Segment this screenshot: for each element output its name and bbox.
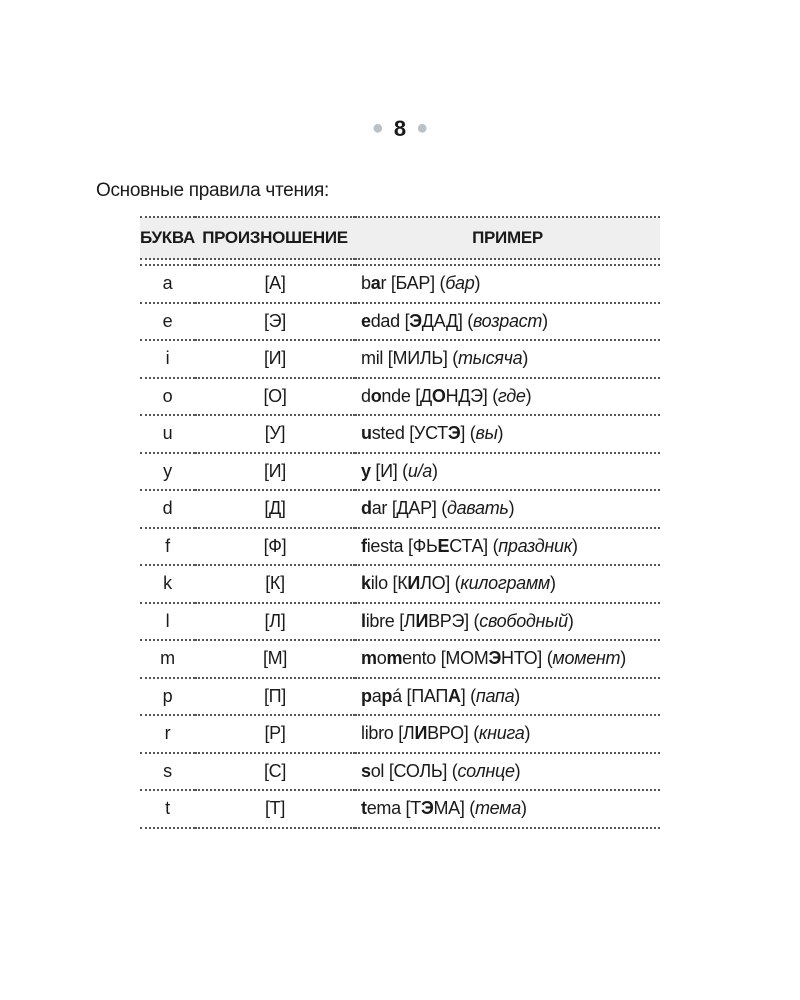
pronunciation-cell: [Ф] — [195, 528, 355, 566]
example-cell: fiesta [ФЬЕСТА] (праздник) — [355, 528, 660, 566]
example-word-part: a — [370, 273, 381, 294]
example-word-part: m — [361, 648, 377, 669]
example-word-part: d — [361, 385, 371, 406]
example-word-part: á — [392, 685, 402, 706]
letter-cell: d — [140, 490, 195, 528]
example-word-part: r — [380, 273, 387, 294]
letter-cell: t — [140, 790, 195, 828]
example-transcription-part: ДАД] — [421, 310, 463, 331]
example-transcription-part: ВРЭ] — [428, 610, 469, 631]
table-row — [140, 303, 660, 341]
letter-cell: f — [140, 528, 195, 566]
example-transcription-part: ] — [460, 685, 466, 706]
table-row — [140, 415, 660, 453]
example-transcription-part: [Л — [398, 723, 415, 744]
example-word-part: t — [361, 798, 367, 819]
example-word-part: ar — [371, 498, 388, 519]
example-transcription-part: НТО] — [501, 648, 543, 669]
table-body — [140, 265, 660, 828]
example-cell: momento [МОМЭНТО] (момент) — [355, 640, 660, 678]
example-word-part: ema — [366, 798, 401, 819]
example-translation: бар — [445, 273, 475, 294]
pronunciation-cell: [С] — [195, 753, 355, 791]
example-transcription-part: СТА] — [449, 535, 488, 556]
example-word-part: sted — [371, 423, 405, 444]
example-transcription-part: И — [414, 723, 428, 744]
example-translation: и/а — [407, 460, 432, 481]
letter-cell: o — [140, 378, 195, 416]
table-row — [140, 603, 660, 641]
letter-cell: m — [140, 640, 195, 678]
example-word-part: b — [361, 273, 371, 294]
pronunciation-cell: [К] — [195, 565, 355, 603]
example-translation: возраст — [472, 310, 543, 331]
table-row — [140, 678, 660, 716]
example-transcription-part: [Т — [405, 798, 421, 819]
table-row — [140, 753, 660, 791]
example-translation: солнце — [457, 760, 515, 781]
example-word-part: mil — [361, 348, 384, 369]
example-translation: свободный — [479, 610, 568, 631]
example-transcription-part: ] — [460, 423, 466, 444]
reading-rules-table — [140, 216, 660, 829]
example-transcription-part: НДЭ] — [445, 385, 488, 406]
example-transcription-part: [МИЛЬ] — [387, 348, 448, 369]
letter-cell: y — [140, 453, 195, 491]
example-translation: книга — [478, 723, 525, 744]
example-transcription-part: МА] — [433, 798, 465, 819]
table-row — [140, 378, 660, 416]
pronunciation-cell: [Д] — [195, 490, 355, 528]
pronunciation-cell: [Э] — [195, 303, 355, 341]
pronunciation-cell: [А] — [195, 265, 355, 303]
page-number-value: 8 — [393, 116, 407, 141]
table-row — [140, 340, 660, 378]
example-word-part: p — [381, 685, 393, 706]
letter-cell: k — [140, 565, 195, 603]
example-translation: тема — [474, 798, 521, 819]
example-transcription-part: [ПАП — [406, 685, 449, 706]
example-word-part: l — [361, 610, 366, 631]
table-header-row — [140, 217, 660, 259]
pronunciation-cell: [Т] — [195, 790, 355, 828]
example-transcription-part: Э — [488, 648, 502, 669]
example-word-part: ilo — [370, 573, 388, 594]
example-cell: tema [ТЭМА] (тема) — [355, 790, 660, 828]
bullet-dot-icon: ● — [416, 117, 429, 139]
pronunciation-cell: [М] — [195, 640, 355, 678]
example-transcription-part: О — [431, 385, 446, 406]
header-letter: БУКВА — [140, 217, 195, 259]
page-number — [0, 116, 800, 142]
example-word-part: y — [361, 460, 371, 481]
example-word-part: dad — [370, 310, 400, 331]
letter-cell: a — [140, 265, 195, 303]
example-transcription-part: [ФЬ — [407, 535, 438, 556]
header-pronunciation: ПРОИЗНОШЕНИЕ — [195, 217, 355, 259]
pronunciation-cell: [П] — [195, 678, 355, 716]
example-cell: dar [ДАР] (давать) — [355, 490, 660, 528]
example-word-part: ol — [370, 760, 385, 781]
example-translation: вы — [475, 423, 498, 444]
example-transcription-part: Э — [420, 798, 434, 819]
letter-cell: i — [140, 340, 195, 378]
header-example: ПРИМЕР — [355, 217, 660, 259]
example-cell: papá [ПАПА] (папа) — [355, 678, 660, 716]
bullet-dot-icon: ● — [371, 117, 384, 139]
example-transcription-part: [УСТ — [409, 423, 448, 444]
example-cell: y [И] (и/а) — [355, 453, 660, 491]
table-row — [140, 528, 660, 566]
example-transcription-part: [И] — [375, 460, 398, 481]
pronunciation-cell: [Л] — [195, 603, 355, 641]
table-row — [140, 790, 660, 828]
example-translation: давать — [446, 498, 509, 519]
example-word-part: f — [361, 535, 367, 556]
letter-cell: p — [140, 678, 195, 716]
example-transcription-part: [Д — [415, 385, 432, 406]
section-intro: Основные правила чтения: — [96, 180, 329, 201]
letter-cell: e — [140, 303, 195, 341]
example-translation: где — [497, 385, 526, 406]
example-transcription-part: И — [407, 573, 421, 594]
example-transcription-part: [Л — [399, 610, 416, 631]
example-cell: libro [ЛИВРО] (книга) — [355, 715, 660, 753]
example-transcription-part: [ — [404, 310, 410, 331]
example-word-part: ento — [402, 648, 436, 669]
example-transcription-part: [СОЛЬ] — [388, 760, 448, 781]
table-row — [140, 490, 660, 528]
example-word-part: p — [361, 685, 372, 706]
example-cell: sol [СОЛЬ] (солнце) — [355, 753, 660, 791]
example-word-part: o — [376, 648, 387, 669]
letter-cell: l — [140, 603, 195, 641]
example-translation: момент — [552, 648, 621, 669]
example-transcription-part: Е — [437, 535, 450, 556]
example-word-part: k — [361, 573, 371, 594]
example-word-part: nde — [381, 385, 411, 406]
letter-cell: u — [140, 415, 195, 453]
example-transcription-part: А — [448, 685, 461, 706]
example-word-part: e — [361, 310, 371, 331]
example-cell: bar [БАР] (бар) — [355, 265, 660, 303]
example-translation: килограмм — [460, 573, 550, 594]
pronunciation-cell: [О] — [195, 378, 355, 416]
example-transcription-part: [МОМ — [440, 648, 489, 669]
example-transcription-part: [ДАР] — [391, 498, 437, 519]
example-cell: donde [ДОНДЭ] (где) — [355, 378, 660, 416]
example-transcription-part: ЛО] — [420, 573, 450, 594]
pronunciation-cell: [И] — [195, 453, 355, 491]
example-word-part: a — [371, 685, 382, 706]
pronunciation-cell: [Р] — [195, 715, 355, 753]
table-row — [140, 640, 660, 678]
example-transcription-part: Э — [447, 423, 461, 444]
letter-cell: s — [140, 753, 195, 791]
example-translation: праздник — [498, 535, 572, 556]
example-word-part: d — [361, 498, 372, 519]
table-row — [140, 453, 660, 491]
example-cell: edad [ЭДАД] (возраст) — [355, 303, 660, 341]
example-word-part: u — [361, 423, 372, 444]
example-cell: mil [МИЛЬ] (тысяча) — [355, 340, 660, 378]
example-word-part: libro — [361, 723, 394, 744]
example-cell: libre [ЛИВРЭ] (свободный) — [355, 603, 660, 641]
example-word-part: ibre — [365, 610, 395, 631]
letter-cell: r — [140, 715, 195, 753]
pronunciation-cell: [У] — [195, 415, 355, 453]
example-transcription-part: ВРО] — [427, 723, 469, 744]
example-cell: kilo [КИЛО] (килограмм) — [355, 565, 660, 603]
example-word-part: o — [370, 385, 382, 406]
example-translation: тысяча — [457, 348, 523, 369]
table-row — [140, 715, 660, 753]
example-transcription-part: [БАР] — [390, 273, 435, 294]
pronunciation-cell: [И] — [195, 340, 355, 378]
example-word-part: s — [361, 760, 371, 781]
example-word-part: iesta — [366, 535, 404, 556]
example-word-part: m — [386, 648, 403, 669]
example-transcription-part: Э — [409, 310, 422, 331]
example-cell: usted [УСТЭ] (вы) — [355, 415, 660, 453]
table-row — [140, 565, 660, 603]
example-transcription-part: [К — [392, 573, 408, 594]
example-translation: папа — [475, 685, 515, 706]
example-transcription-part: И — [415, 610, 429, 631]
table-row — [140, 265, 660, 303]
